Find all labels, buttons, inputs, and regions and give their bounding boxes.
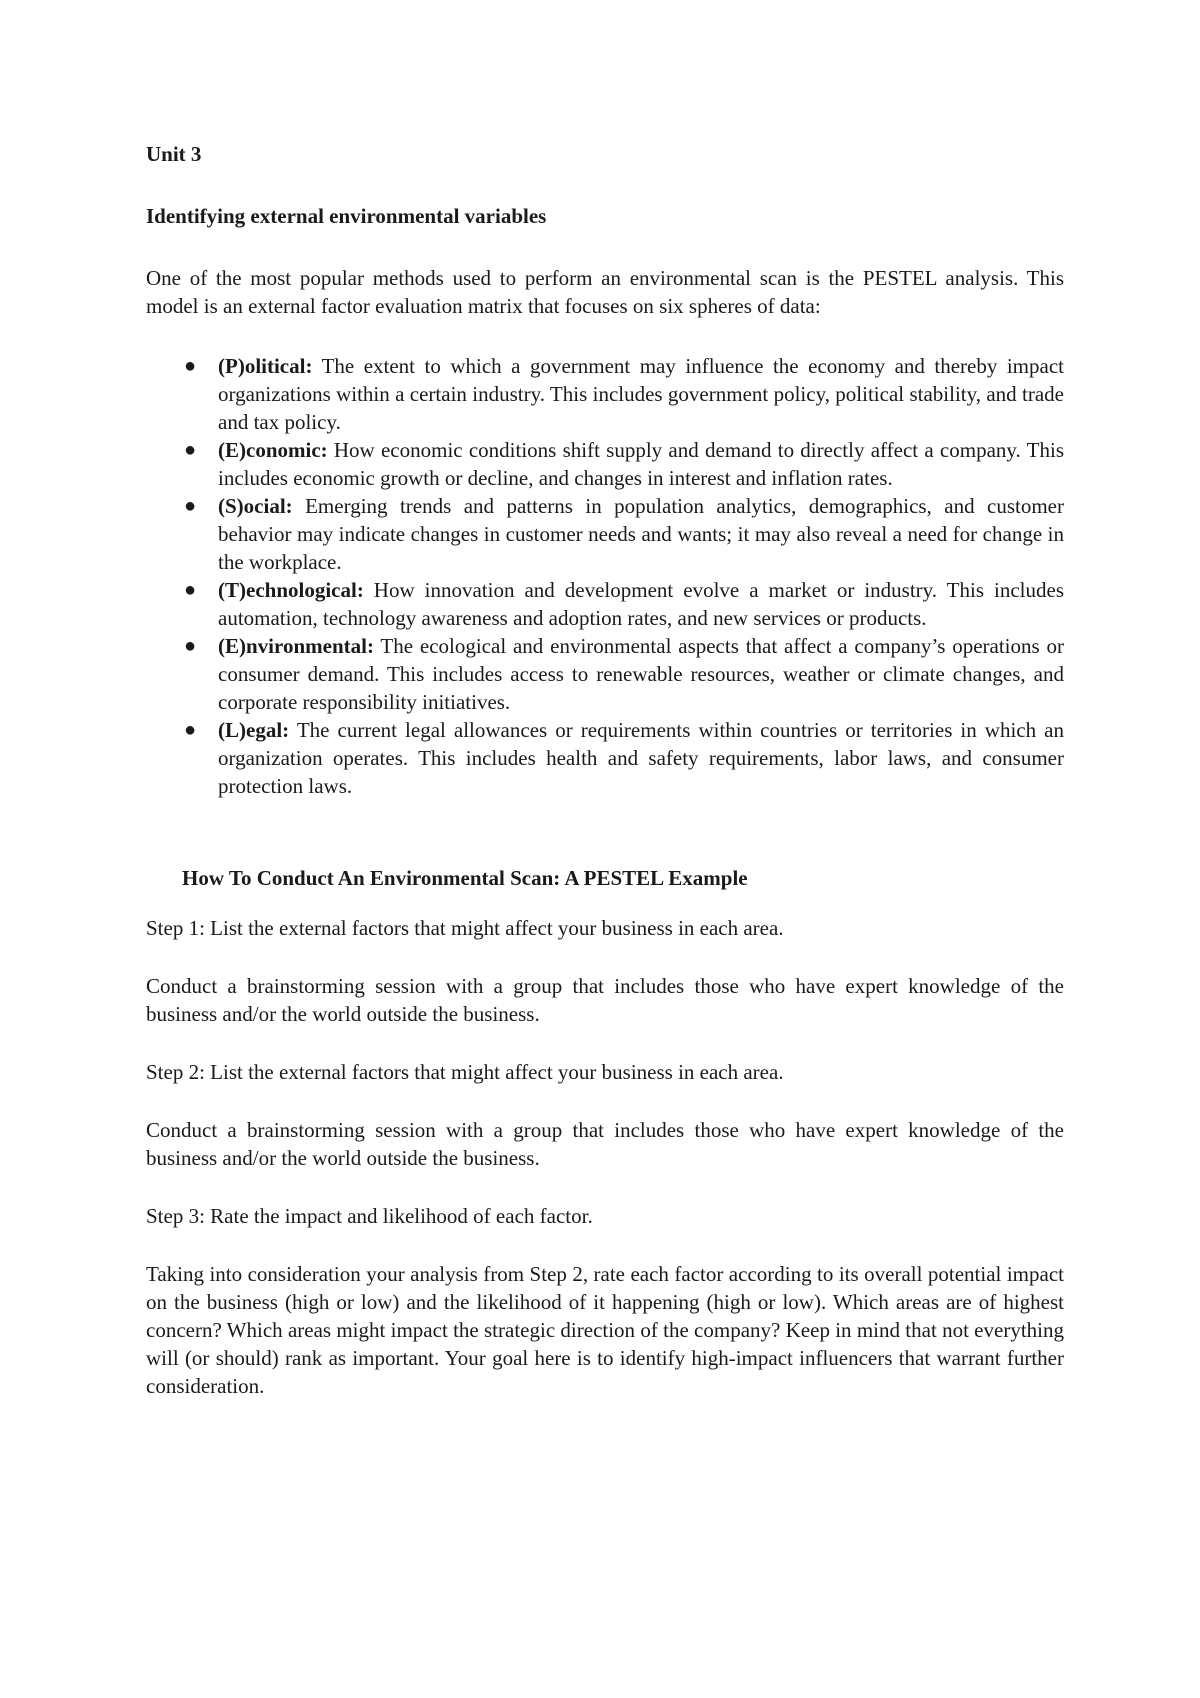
pestel-term: (S)ocial: (218, 494, 293, 518)
pestel-term: (E)nvironmental: (218, 634, 374, 658)
unit-title: Unit 3 (146, 142, 202, 166)
pestel-term: (T)echnological: (218, 578, 364, 602)
bullet-icon: ● (184, 439, 197, 461)
pestel-item-legal (146, 716, 1064, 800)
pestel-description: How innovation and development evolve a market or industry. This includes automation, technology awareness and adoption rates, and new services or products. (218, 578, 1064, 630)
pestel-item-political (146, 352, 1064, 436)
pestel-item-technological (146, 576, 1064, 632)
step-2-text: Conduct a brainstorming session with a group that includes those who have expert knowledge of the business and/or the world outside the business. (146, 1118, 1064, 1170)
pestel-item-social (146, 492, 1064, 576)
pestel-list (146, 352, 1064, 800)
step-2-heading: Step 2: List the external factors that might affect your business in each area. (146, 1060, 784, 1084)
step-1-text: Conduct a brainstorming session with a group that includes those who have expert knowledge of the business and/or the world outside the business. (146, 974, 1064, 1026)
example-heading: How To Conduct An Environmental Scan: A PESTEL Example (182, 866, 748, 890)
pestel-description: Emerging trends and patterns in population analytics, demographics, and customer behavior may indicate changes in customer needs and wants; it may also reveal a need for change in the workplace. (218, 494, 1064, 574)
step-3-heading: Step 3: Rate the impact and likelihood of each factor. (146, 1204, 593, 1228)
bullet-icon: ● (184, 355, 197, 377)
document-page (146, 140, 1064, 1430)
pestel-term: (E)conomic: (218, 438, 328, 462)
pestel-description: The ecological and environmental aspects that affect a company’s operations or consumer demand. This includes access to renewable resources, weather or climate changes, and corporate responsibility initiatives. (218, 634, 1064, 714)
pestel-item-environmental (146, 632, 1064, 716)
bullet-icon: ● (184, 635, 197, 657)
intro-paragraph: One of the most popular methods used to perform an environmental scan is the PESTEL analysis. This model is an external factor evaluation matrix that focuses on six spheres of data: (146, 266, 1064, 318)
pestel-term: (P)olitical: (218, 354, 313, 378)
pestel-item-economic (146, 436, 1064, 492)
pestel-description: How economic conditions shift supply and demand to directly affect a company. This includes economic growth or decline, and changes in interest and inflation rates. (218, 438, 1064, 490)
step-1-heading: Step 1: List the external factors that might affect your business in each area. (146, 916, 784, 940)
step-3-text: Taking into consideration your analysis from Step 2, rate each factor according to its overall potential impact on the business (high or low) and the likelihood of it happening (high or low). Which areas are of highest concern? Which areas might impact the strategic direction of the company? Keep in mind that not everything will (or should) rank as important. Your goal here is to identify high-impact influencers that warrant further consideration. (146, 1262, 1064, 1398)
pestel-term: (L)egal: (218, 718, 290, 742)
section-title: Identifying external environmental variables (146, 204, 547, 228)
bullet-icon: ● (184, 579, 197, 601)
pestel-description: The extent to which a government may influence the economy and thereby impact organizations within a certain industry. This includes government policy, political stability, and trade and tax policy. (218, 354, 1064, 434)
bullet-icon: ● (184, 495, 197, 517)
bullet-icon: ● (184, 719, 197, 741)
pestel-description: The current legal allowances or requirements within countries or territories in which an organization operates. This includes health and safety requirements, labor laws, and consumer protection laws. (218, 718, 1064, 798)
